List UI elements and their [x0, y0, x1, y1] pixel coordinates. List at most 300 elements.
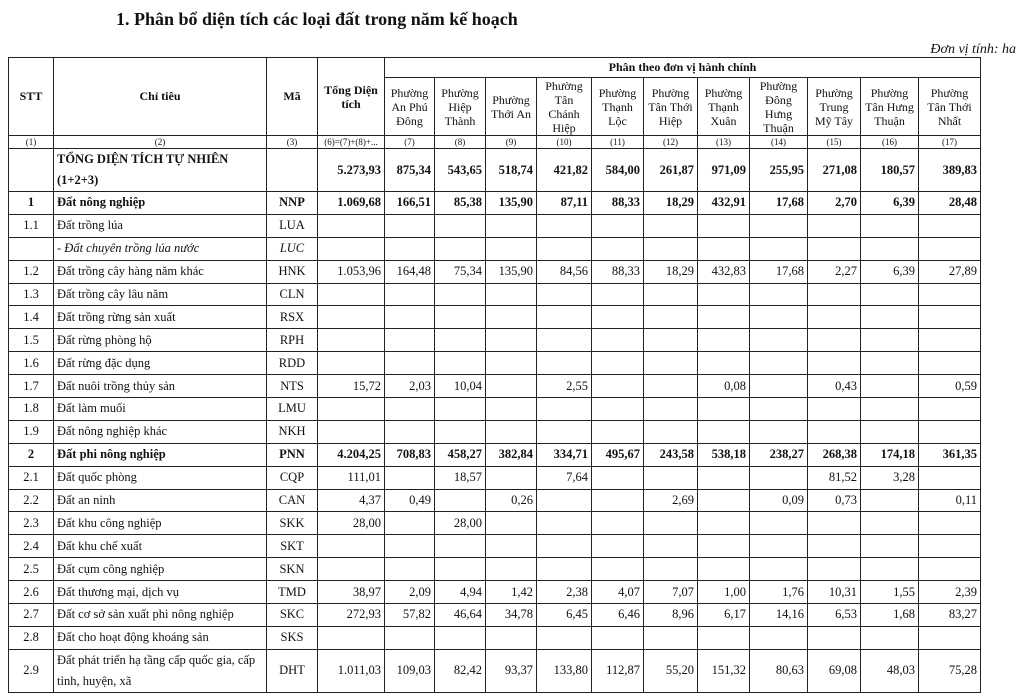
- cell-value: [486, 352, 537, 375]
- cell-value: [537, 283, 592, 306]
- cell-value: [537, 352, 592, 375]
- table-row: [9, 626, 981, 649]
- header-district: Phường Hiệp Thành: [435, 78, 486, 136]
- table-row: [9, 192, 981, 215]
- cell-value: [808, 398, 861, 421]
- cell-value: [644, 398, 698, 421]
- cell-value: [435, 283, 486, 306]
- cell-value: [385, 558, 435, 581]
- cell-value: [486, 512, 537, 535]
- cell-stt: 1.8: [9, 398, 54, 421]
- cell-value: 0,08: [698, 375, 750, 398]
- cell-value: 421,82: [537, 149, 592, 192]
- cell-value: [435, 489, 486, 512]
- cell-value: [750, 398, 808, 421]
- cell-name: Đất trồng cây hàng năm khác: [54, 260, 267, 283]
- table-row: [9, 581, 981, 604]
- cell-value: 88,33: [592, 260, 644, 283]
- cell-total: 111,01: [318, 466, 385, 489]
- cell-value: [537, 398, 592, 421]
- cell-value: 543,65: [435, 149, 486, 192]
- cell-value: [385, 306, 435, 329]
- cell-code: SKK: [267, 512, 318, 535]
- cell-code: SKN: [267, 558, 318, 581]
- cell-value: [644, 306, 698, 329]
- cell-name: Đất cho hoạt động khoáng sản: [54, 626, 267, 649]
- cell-value: 7,64: [537, 466, 592, 489]
- cell-value: 584,00: [592, 149, 644, 192]
- section-title: 1. Phân bổ diện tích các loại đất trong năm kế hoạch: [116, 9, 518, 29]
- cell-value: [537, 306, 592, 329]
- cell-value: [592, 420, 644, 443]
- column-index: (8): [435, 136, 486, 149]
- cell-value: [919, 329, 981, 352]
- cell-value: 6,53: [808, 604, 861, 627]
- cell-value: 93,37: [486, 649, 537, 692]
- header-district: Phường Tân Chánh Hiệp: [537, 78, 592, 136]
- cell-value: 271,08: [808, 149, 861, 192]
- cell-value: [486, 306, 537, 329]
- cell-stt: 1.3: [9, 283, 54, 306]
- cell-code: SKC: [267, 604, 318, 627]
- cell-value: 0,73: [808, 489, 861, 512]
- cell-value: [537, 626, 592, 649]
- cell-code: TMD: [267, 581, 318, 604]
- cell-total: 1.069,68: [318, 192, 385, 215]
- cell-value: [435, 306, 486, 329]
- cell-value: [861, 398, 919, 421]
- header-district: Phường Tân Thới Nhất: [919, 78, 981, 136]
- cell-name: Đất cơ sở sản xuất phi nông nghiệp: [54, 604, 267, 627]
- cell-value: [486, 420, 537, 443]
- cell-value: [644, 375, 698, 398]
- cell-code: RSX: [267, 306, 318, 329]
- cell-name: Đất rừng phòng hộ: [54, 329, 267, 352]
- cell-value: [435, 214, 486, 237]
- cell-stt: 1.4: [9, 306, 54, 329]
- cell-value: 83,27: [919, 604, 981, 627]
- cell-total: 4.204,25: [318, 443, 385, 466]
- header-district: Phường Tân Thới Hiệp: [644, 78, 698, 136]
- cell-value: [750, 283, 808, 306]
- column-index: (17): [919, 136, 981, 149]
- cell-value: [698, 214, 750, 237]
- cell-value: [919, 398, 981, 421]
- cell-value: [808, 352, 861, 375]
- cell-value: [750, 375, 808, 398]
- cell-value: 971,09: [698, 149, 750, 192]
- cell-stt: 1.1: [9, 214, 54, 237]
- table-row: [9, 237, 981, 260]
- cell-value: [592, 329, 644, 352]
- cell-value: [861, 283, 919, 306]
- table-row: [9, 306, 981, 329]
- header-group: Phân theo đơn vị hành chính: [385, 58, 981, 78]
- cell-value: [592, 558, 644, 581]
- table-row: [9, 512, 981, 535]
- cell-value: 1,68: [861, 604, 919, 627]
- cell-total: [318, 214, 385, 237]
- cell-value: [919, 420, 981, 443]
- cell-value: 6,46: [592, 604, 644, 627]
- cell-value: [919, 535, 981, 558]
- cell-value: [435, 420, 486, 443]
- cell-value: [537, 489, 592, 512]
- cell-value: [861, 535, 919, 558]
- cell-value: 4,94: [435, 581, 486, 604]
- cell-value: [919, 466, 981, 489]
- cell-value: [698, 512, 750, 535]
- table-row: [9, 260, 981, 283]
- table-row: [9, 649, 981, 692]
- cell-name: Đất trồng lúa: [54, 214, 267, 237]
- cell-total: [318, 306, 385, 329]
- cell-value: [385, 352, 435, 375]
- table-row: [9, 558, 981, 581]
- cell-value: [592, 512, 644, 535]
- cell-value: 180,57: [861, 149, 919, 192]
- cell-name: Đất làm muối: [54, 398, 267, 421]
- cell-value: [919, 214, 981, 237]
- cell-value: 518,74: [486, 149, 537, 192]
- cell-stt: 1.2: [9, 260, 54, 283]
- cell-value: [808, 535, 861, 558]
- cell-total: [318, 626, 385, 649]
- table-row: [9, 329, 981, 352]
- cell-value: 18,57: [435, 466, 486, 489]
- cell-value: 2,70: [808, 192, 861, 215]
- cell-value: 10,31: [808, 581, 861, 604]
- cell-value: [861, 329, 919, 352]
- cell-value: 6,39: [861, 192, 919, 215]
- land-allocation-table: [8, 57, 981, 693]
- cell-value: 6,17: [698, 604, 750, 627]
- table-row: [9, 283, 981, 306]
- column-index: (10): [537, 136, 592, 149]
- cell-value: [644, 237, 698, 260]
- cell-total: [318, 420, 385, 443]
- table-row: [9, 420, 981, 443]
- cell-value: [435, 398, 486, 421]
- cell-value: [644, 283, 698, 306]
- cell-name: Đất phát triển hạ tầng cấp quốc gia, cấp tỉnh, huyện, xã: [54, 649, 267, 692]
- cell-code: RDD: [267, 352, 318, 375]
- table-row: [9, 352, 981, 375]
- header-district: Phường Thạnh Lộc: [592, 78, 644, 136]
- cell-value: [698, 466, 750, 489]
- cell-value: [808, 214, 861, 237]
- cell-value: [698, 237, 750, 260]
- cell-code: CAN: [267, 489, 318, 512]
- cell-stt: 2.7: [9, 604, 54, 627]
- cell-value: [435, 535, 486, 558]
- cell-value: [592, 214, 644, 237]
- cell-total: [318, 558, 385, 581]
- column-index: (3): [267, 136, 318, 149]
- column-index: (15): [808, 136, 861, 149]
- cell-value: [385, 420, 435, 443]
- cell-total: [318, 535, 385, 558]
- table-row: [9, 535, 981, 558]
- cell-value: 4,07: [592, 581, 644, 604]
- cell-value: [385, 512, 435, 535]
- cell-value: [486, 535, 537, 558]
- cell-value: [592, 283, 644, 306]
- cell-value: [644, 512, 698, 535]
- cell-value: 0,43: [808, 375, 861, 398]
- cell-value: [919, 237, 981, 260]
- cell-value: [435, 626, 486, 649]
- cell-value: [537, 420, 592, 443]
- cell-value: 34,78: [486, 604, 537, 627]
- cell-total: 272,93: [318, 604, 385, 627]
- cell-value: [592, 352, 644, 375]
- cell-value: [435, 558, 486, 581]
- cell-value: [385, 214, 435, 237]
- cell-value: [644, 214, 698, 237]
- cell-value: [592, 237, 644, 260]
- cell-value: [808, 512, 861, 535]
- cell-value: 0,11: [919, 489, 981, 512]
- cell-value: [435, 352, 486, 375]
- cell-value: [750, 214, 808, 237]
- cell-value: [861, 626, 919, 649]
- cell-value: [698, 420, 750, 443]
- cell-total: 38,97: [318, 581, 385, 604]
- cell-total: [318, 329, 385, 352]
- cell-value: 48,03: [861, 649, 919, 692]
- cell-value: 75,34: [435, 260, 486, 283]
- cell-total: 5.273,93: [318, 149, 385, 192]
- cell-value: [750, 558, 808, 581]
- cell-value: [861, 306, 919, 329]
- cell-value: 238,27: [750, 443, 808, 466]
- table-row: [9, 214, 981, 237]
- cell-value: 8,96: [644, 604, 698, 627]
- cell-value: 166,51: [385, 192, 435, 215]
- cell-value: 57,82: [385, 604, 435, 627]
- cell-value: [385, 329, 435, 352]
- cell-value: [537, 558, 592, 581]
- cell-value: 69,08: [808, 649, 861, 692]
- cell-value: 1,42: [486, 581, 537, 604]
- cell-value: [808, 626, 861, 649]
- cell-value: 27,89: [919, 260, 981, 283]
- cell-value: [592, 466, 644, 489]
- cell-value: [750, 512, 808, 535]
- cell-value: 164,48: [385, 260, 435, 283]
- cell-value: 6,45: [537, 604, 592, 627]
- cell-value: [592, 535, 644, 558]
- cell-value: [919, 512, 981, 535]
- cell-value: [435, 237, 486, 260]
- column-index: (1): [9, 136, 54, 149]
- cell-value: [861, 489, 919, 512]
- header-tong: Tổng Diện tích: [318, 58, 385, 136]
- cell-code: LUC: [267, 237, 318, 260]
- cell-value: 80,63: [750, 649, 808, 692]
- cell-value: [750, 626, 808, 649]
- column-index: (2): [54, 136, 267, 149]
- cell-code: CLN: [267, 283, 318, 306]
- cell-code: LMU: [267, 398, 318, 421]
- cell-total: 28,00: [318, 512, 385, 535]
- cell-stt: 2.4: [9, 535, 54, 558]
- cell-stt: 1.9: [9, 420, 54, 443]
- cell-name: Đất quốc phòng: [54, 466, 267, 489]
- cell-value: [385, 237, 435, 260]
- cell-stt: 2.6: [9, 581, 54, 604]
- header-district: Phường An Phú Đông: [385, 78, 435, 136]
- cell-value: [698, 535, 750, 558]
- cell-value: 17,68: [750, 192, 808, 215]
- cell-stt: 1.6: [9, 352, 54, 375]
- cell-name: Đất thương mại, dịch vụ: [54, 581, 267, 604]
- cell-value: [698, 329, 750, 352]
- cell-total: [318, 237, 385, 260]
- cell-value: [537, 237, 592, 260]
- cell-value: [698, 398, 750, 421]
- cell-value: [808, 306, 861, 329]
- cell-value: 82,42: [435, 649, 486, 692]
- cell-stt: 1.5: [9, 329, 54, 352]
- cell-value: [808, 558, 861, 581]
- cell-value: 1,76: [750, 581, 808, 604]
- header-stt: STT: [9, 58, 54, 136]
- cell-value: [537, 535, 592, 558]
- cell-value: 0,09: [750, 489, 808, 512]
- cell-value: [919, 626, 981, 649]
- cell-code: SKT: [267, 535, 318, 558]
- cell-name: Đất khu công nghiệp: [54, 512, 267, 535]
- cell-value: 708,83: [385, 443, 435, 466]
- cell-total: 15,72: [318, 375, 385, 398]
- cell-value: [861, 214, 919, 237]
- cell-total: 1.053,96: [318, 260, 385, 283]
- header-ma: Mã: [267, 58, 318, 136]
- cell-value: 2,09: [385, 581, 435, 604]
- cell-value: 14,16: [750, 604, 808, 627]
- table-row: [9, 149, 981, 192]
- cell-value: 28,48: [919, 192, 981, 215]
- cell-stt: 2.2: [9, 489, 54, 512]
- column-index: (14): [750, 136, 808, 149]
- cell-value: [592, 626, 644, 649]
- cell-value: 55,20: [644, 649, 698, 692]
- header-district: Phường Đông Hưng Thuận: [750, 78, 808, 136]
- table-row: [9, 604, 981, 627]
- cell-value: [919, 558, 981, 581]
- cell-value: [919, 306, 981, 329]
- column-index: (12): [644, 136, 698, 149]
- cell-stt: 2.8: [9, 626, 54, 649]
- cell-value: 432,91: [698, 192, 750, 215]
- cell-value: [385, 466, 435, 489]
- header-district: Phường Tân Hưng Thuận: [861, 78, 919, 136]
- cell-name: Đất nông nghiệp: [54, 192, 267, 215]
- cell-code: DHT: [267, 649, 318, 692]
- cell-value: 334,71: [537, 443, 592, 466]
- cell-value: 261,87: [644, 149, 698, 192]
- cell-value: 18,29: [644, 260, 698, 283]
- cell-value: [537, 512, 592, 535]
- cell-value: 88,33: [592, 192, 644, 215]
- table-row: [9, 466, 981, 489]
- cell-total: [318, 352, 385, 375]
- cell-value: 17,68: [750, 260, 808, 283]
- cell-value: 0,59: [919, 375, 981, 398]
- cell-value: [750, 352, 808, 375]
- cell-stt: [9, 149, 54, 192]
- cell-value: 268,38: [808, 443, 861, 466]
- cell-value: 2,27: [808, 260, 861, 283]
- cell-value: [486, 237, 537, 260]
- cell-value: [919, 283, 981, 306]
- cell-value: 3,28: [861, 466, 919, 489]
- cell-value: [537, 329, 592, 352]
- cell-value: 243,58: [644, 443, 698, 466]
- cell-value: [592, 398, 644, 421]
- cell-stt: 2.5: [9, 558, 54, 581]
- cell-value: [486, 283, 537, 306]
- cell-value: 75,28: [919, 649, 981, 692]
- cell-value: [644, 329, 698, 352]
- column-index: (13): [698, 136, 750, 149]
- cell-value: 2,39: [919, 581, 981, 604]
- cell-code: [267, 149, 318, 192]
- cell-value: 151,32: [698, 649, 750, 692]
- cell-name: Đất an ninh: [54, 489, 267, 512]
- cell-value: 135,90: [486, 192, 537, 215]
- column-index: (9): [486, 136, 537, 149]
- cell-stt: 1.7: [9, 375, 54, 398]
- cell-value: [861, 375, 919, 398]
- cell-name: Đất nuôi trồng thủy sản: [54, 375, 267, 398]
- cell-value: 2,69: [644, 489, 698, 512]
- table-row: [9, 443, 981, 466]
- cell-stt: 2: [9, 443, 54, 466]
- cell-value: [808, 283, 861, 306]
- cell-value: [644, 466, 698, 489]
- cell-value: 28,00: [435, 512, 486, 535]
- cell-value: 135,90: [486, 260, 537, 283]
- cell-total: [318, 283, 385, 306]
- cell-value: [435, 329, 486, 352]
- unit-label: Đơn vị tính: ha: [930, 42, 1016, 57]
- cell-value: [486, 626, 537, 649]
- cell-value: [750, 466, 808, 489]
- cell-value: [861, 237, 919, 260]
- cell-value: 2,03: [385, 375, 435, 398]
- cell-value: 112,87: [592, 649, 644, 692]
- cell-value: 255,95: [750, 149, 808, 192]
- cell-value: 361,35: [919, 443, 981, 466]
- cell-value: [644, 626, 698, 649]
- cell-value: 0,49: [385, 489, 435, 512]
- cell-value: [861, 420, 919, 443]
- cell-value: [592, 306, 644, 329]
- cell-value: 133,80: [537, 649, 592, 692]
- cell-value: 1,55: [861, 581, 919, 604]
- cell-value: 0,26: [486, 489, 537, 512]
- cell-value: 495,67: [592, 443, 644, 466]
- table-row: [9, 398, 981, 421]
- cell-code: PNN: [267, 443, 318, 466]
- cell-value: [698, 352, 750, 375]
- cell-total: [318, 398, 385, 421]
- cell-name: Đất cụm công nghiệp: [54, 558, 267, 581]
- cell-total: 4,37: [318, 489, 385, 512]
